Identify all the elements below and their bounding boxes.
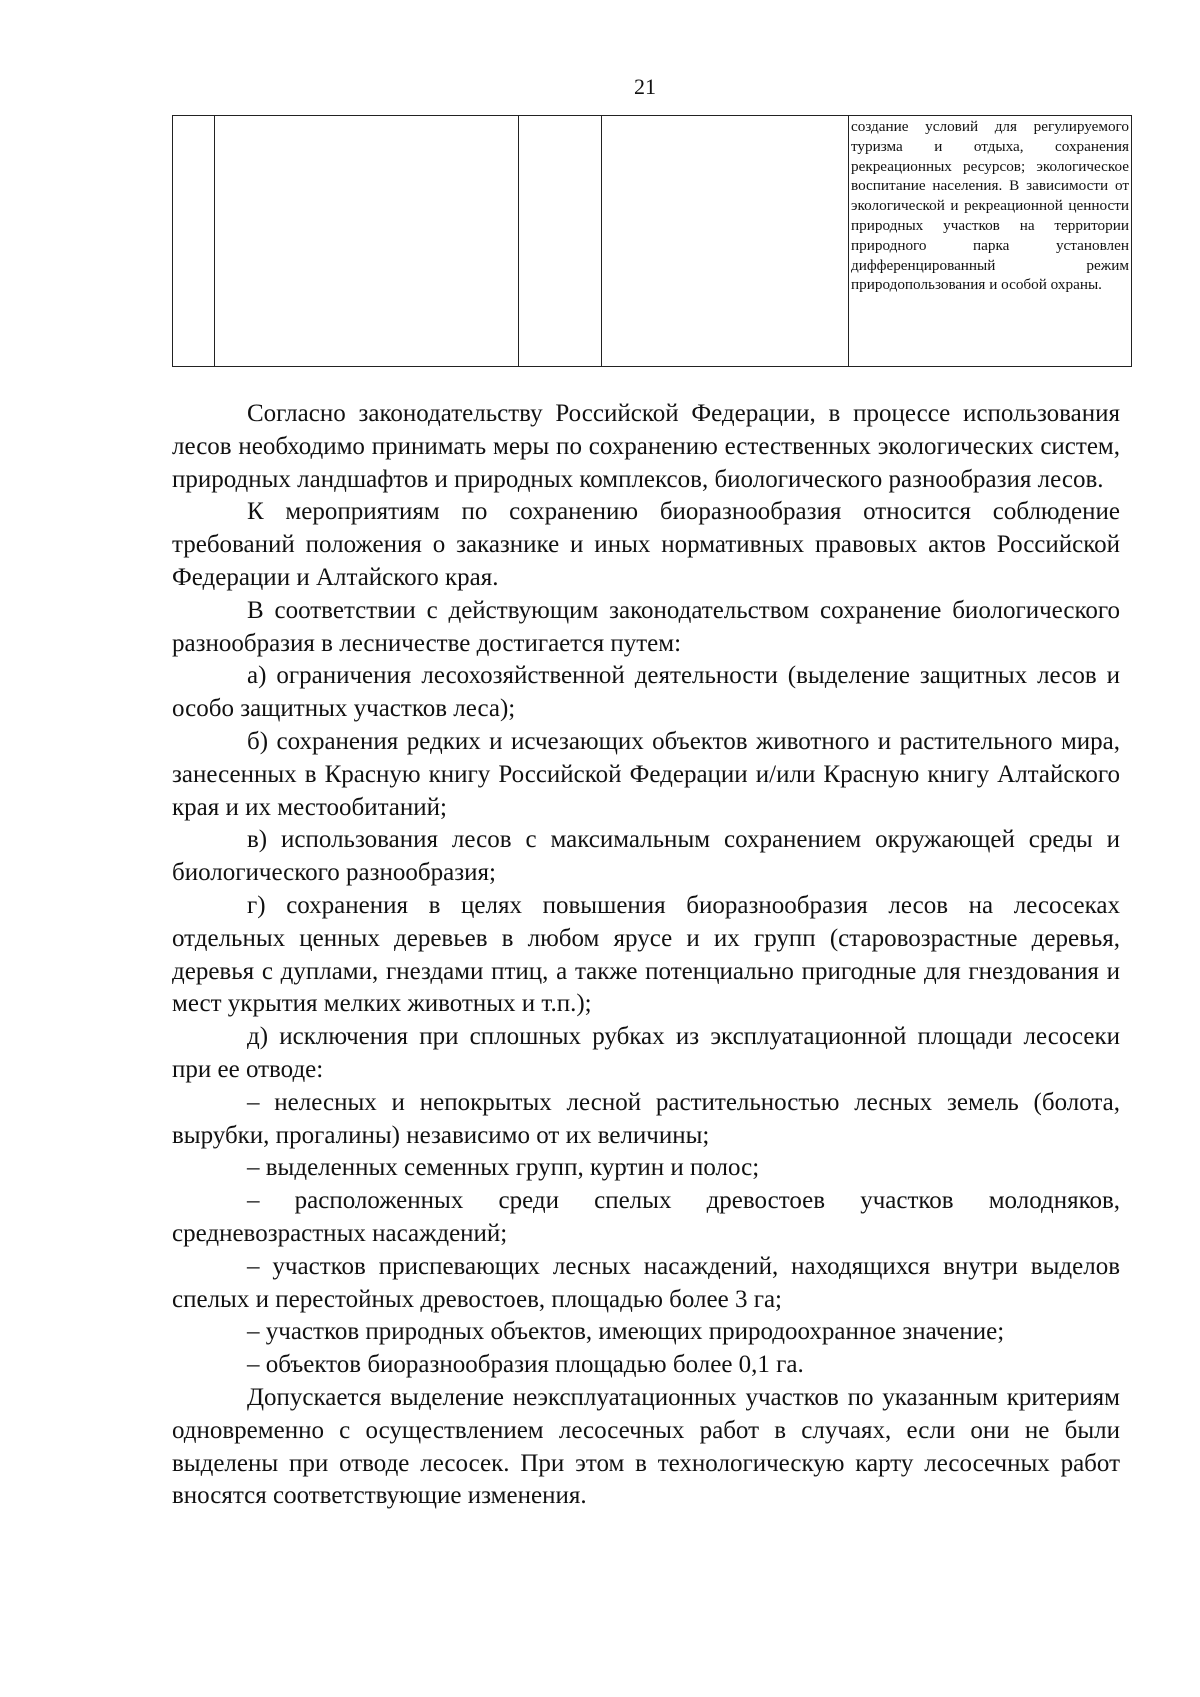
dash-item: – нелесных и непокрытых лесной растительностью лесных земель (болота, вырубки, прогалины) независимо от их величины; <box>172 1088 1120 1149</box>
page-number: 21 <box>634 74 656 99</box>
dash-item: – участков природных объектов, имеющих природоохранное значение; <box>247 1318 1005 1346</box>
table-cell-5 <box>849 116 1132 367</box>
list-item: в) использования лесов с максимальным сохранением окружающей среды и биологического разнообразия; <box>172 826 1120 887</box>
table-row <box>173 116 1132 367</box>
document-body <box>172 398 1120 1513</box>
table-cell-3 <box>519 116 602 367</box>
table-cell-text: создание условий для регулируемого туризма и отдыха, сохранения рекреационных ресурсов; экологическое воспитание населения. В зависимости от экологической и рекреационной ценности природных участков на территории природного парка установлен дифференцированный режим природопользования и особой охраны. <box>851 118 1129 294</box>
paragraph: В соответствии с действующим законодательством сохранение биологического разнообразия в лесничестве достигается путем: <box>172 596 1120 657</box>
dash-item: – выделенных семенных групп, куртин и полос; <box>247 1154 760 1182</box>
list-item: д) исключения при сплошных рубках из эксплуатационной площади лесосеки при ее отводе: <box>172 1023 1120 1083</box>
list-item: г) сохранения в целях повышения биоразнообразия лесов на лесосеках отдельных ценных деревьев в любом ярусе и их групп (старовозрастные деревья, деревья с дуплами, гнездами птиц, а также потенциально пригодные для гнездования и мест укрытия мелких животных и т.п.); <box>172 891 1120 1018</box>
table-cell-4 <box>602 116 849 367</box>
paragraph: К мероприятиям по сохранению биоразнообразия относится соблюдение требований положения о заказнике и иных нормативных правовых актов Российской Федерации и Алтайского края. <box>172 498 1120 591</box>
table-cell-2 <box>215 116 519 367</box>
continuation-table <box>172 115 1132 367</box>
list-item: а) ограничения лесохозяйственной деятельности (выделение защитных лесов и особо защитных участков леса); <box>172 662 1120 723</box>
paragraph: Допускается выделение неэксплуатационных участков по указанным критериям одновременно с осуществлением лесосечных работ в случаях, если они не были выделены при отводе лесосек. При этом в технологическую карту лесосечных работ вносятся соответствующие изменения. <box>172 1383 1120 1510</box>
list-item: б) сохранения редких и исчезающих объектов животного и растительного мира, занесенных в Красную книгу Российской Федерации и/или Красную книгу Алтайского края и их местообитаний; <box>172 727 1120 821</box>
dash-item: – объектов биоразнообразия площадью более 0,1 га. <box>247 1351 804 1379</box>
dash-item: – участков приспевающих лесных насаждений, находящихся внутри выделов спелых и перестойных древостоев, площадью более 3 га; <box>172 1252 1120 1313</box>
table-cell-1 <box>173 116 215 367</box>
paragraph: Согласно законодательству Российской Федерации, в процессе использования лесов необходимо принимать меры по сохранению естественных экологических систем, природных ландшафтов и природных комплексов, биологического разнообразия лесов. <box>172 400 1120 493</box>
dash-item: – расположенных среди спелых древостоев участков молодняков, средневозрастных насаждений; <box>172 1187 1120 1247</box>
